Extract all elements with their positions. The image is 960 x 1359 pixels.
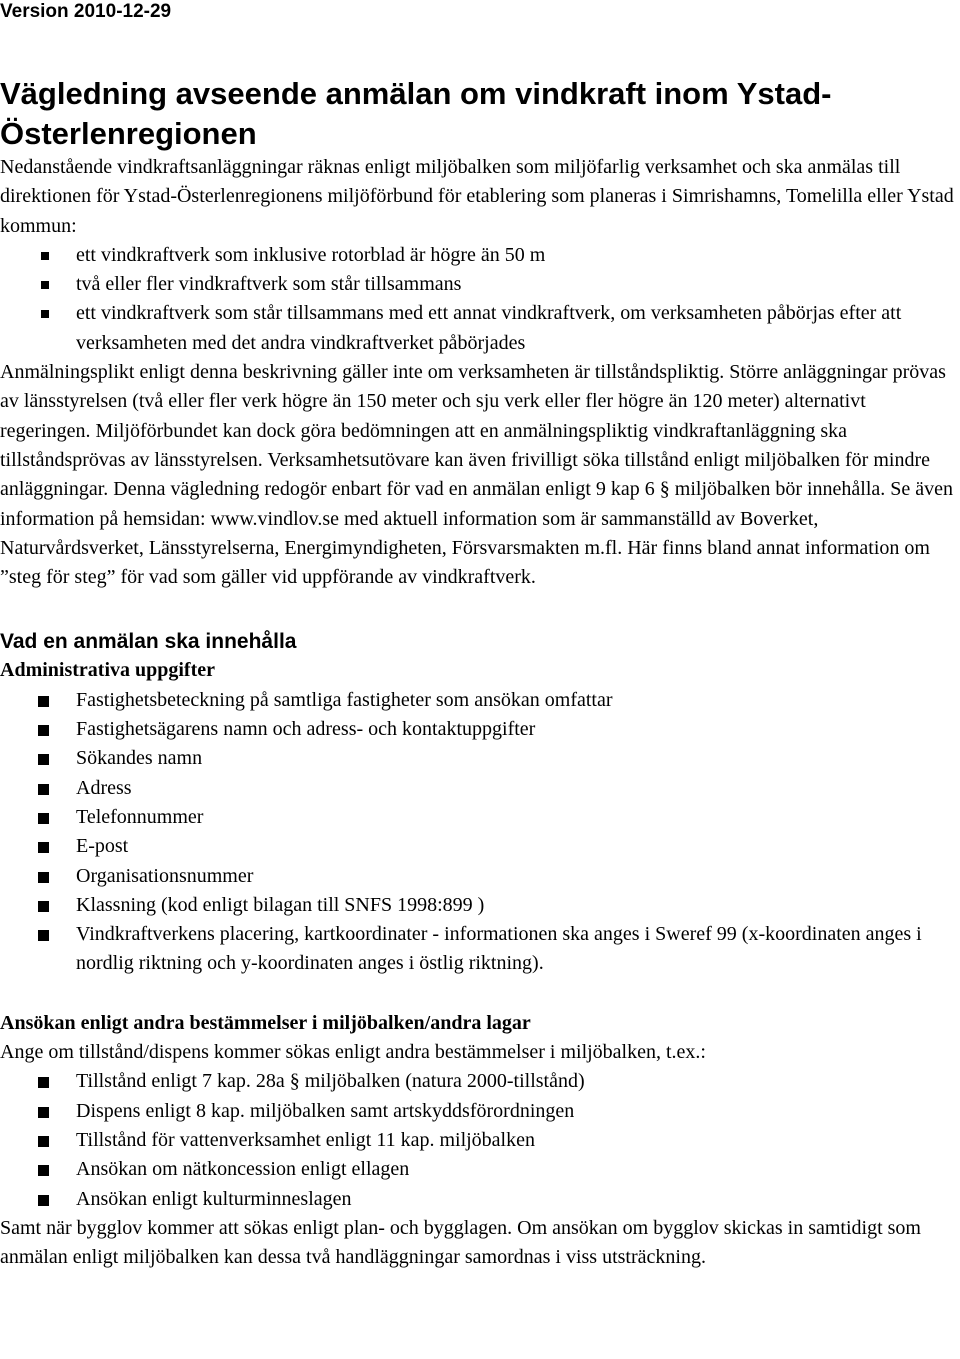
permit-list-item: Ansökan om nätkoncession enligt ellagen (0, 1155, 955, 1184)
intro-list (0, 241, 955, 358)
admin-list (0, 686, 955, 979)
admin-list-item: Fastighetsbeteckning på samtliga fastigheter som ansökan omfattar (0, 686, 955, 715)
document-title: Vägledning avseende anmälan om vindkraft inom Ystad-Österlenregionen (0, 76, 832, 151)
closing-paragraph: Samt när bygglov kommer att sökas enligt plan- och bygglagen. Om ansökan om bygglov skickas in samtidigt som anmälan enligt miljöbalken kan dessa två handläggningar samordnas i viss utsträckning. (0, 1216, 921, 1269)
permit-list-item: Dispens enligt 8 kap. miljöbalken samt artskyddsförordningen (0, 1097, 955, 1126)
intro-list-item: ett vindkraftverk som står tillsammans med ett annat vindkraftverk, om verksamheten påbörjas efter att verksamheten med det andra vindkraftverket påbörjades (0, 299, 955, 358)
intro-list-item: ett vindkraftverk som inklusive rotorblad är högre än 50 m (0, 241, 955, 270)
permit-list-item: Ansökan enligt kulturminneslagen (0, 1185, 955, 1214)
admin-list-item: Sökandes namn (0, 744, 955, 773)
section-heading: Vad en anmälan ska innehålla (0, 630, 297, 654)
document-body (0, 153, 955, 1272)
admin-list-item: Telefonnummer (0, 803, 955, 832)
admin-list-item: Vindkraftverkens placering, kartkoordinater - informationen ska anges i Sweref 99 (x-koordinaten anges i nordlig riktning och y-koordinaten anges i östlig riktning). (0, 920, 955, 979)
document-version: Version 2010-12-29 (0, 1, 172, 22)
section-subheading: Ansökan enligt andra bestämmelser i miljöbalken/andra lagar (0, 1011, 531, 1034)
permit-list-item: Tillstånd enligt 7 kap. 28a § miljöbalken (natura 2000-tillstånd) (0, 1067, 955, 1096)
intro-paragraph: Nedanstående vindkraftsanläggningar räknas enligt miljöbalken som miljöfarlig verksamhet och ska anmälas till direktionen för Ystad-Österlenregionens miljöförbund för etablering som planeras i Simrishamns, Tomelilla eller Ystad kommun: (0, 156, 954, 237)
admin-list-item: Organisationsnummer (0, 862, 955, 891)
intro-list-item: två eller fler vindkraftverk som står tillsammans (0, 270, 955, 299)
section-lead: Ange om tillstånd/dispens kommer sökas enligt andra bestämmelser i miljöbalken, t.ex.: (0, 1041, 706, 1064)
admin-list-item: E-post (0, 832, 955, 861)
admin-list-item: Klassning (kod enligt bilagan till SNFS 1998:899 ) (0, 891, 955, 920)
admin-list-item: Adress (0, 774, 955, 803)
permit-list (0, 1067, 955, 1213)
section-subheading: Administrativa uppgifter (0, 659, 215, 682)
admin-list-item: Fastighetsägarens namn och adress- och kontaktuppgifter (0, 715, 955, 744)
permit-list-item: Tillstånd för vattenverksamhet enligt 11 kap. miljöbalken (0, 1126, 955, 1155)
body-paragraph: Anmälningsplikt enligt denna beskrivning gäller inte om verksamheten är tillståndspliktig. Större anläggningar prövas av länsstyrelsen (två eller fler verk högre än 150 meter och sju verk eller fler högre än 120 meter) alternativt regeringen. Miljöförbundet kan dock göra bedömningen att en anmälningspliktig vindkraftanläggning ska tillståndsprövas av länsstyrelsen. Verksamhetsutövare kan även frivilligt söka tillstånd enligt miljöbalken för mindre anläggningar. Denna vägledning redogör enbart för vad en anmälan enligt 9 kap 6 § miljöbalken bör innehålla. Se även information på hemsidan: www.vindlov.se med aktuell information som är sammanställd av Boverket, Naturvårdsverket, Länsstyrelserna, Energimyndigheten, Försvarsmakten m.fl. Här finns bland annat information om ”steg för steg” för vad som gäller vid uppförande av vindkraftverk. (0, 361, 954, 589)
